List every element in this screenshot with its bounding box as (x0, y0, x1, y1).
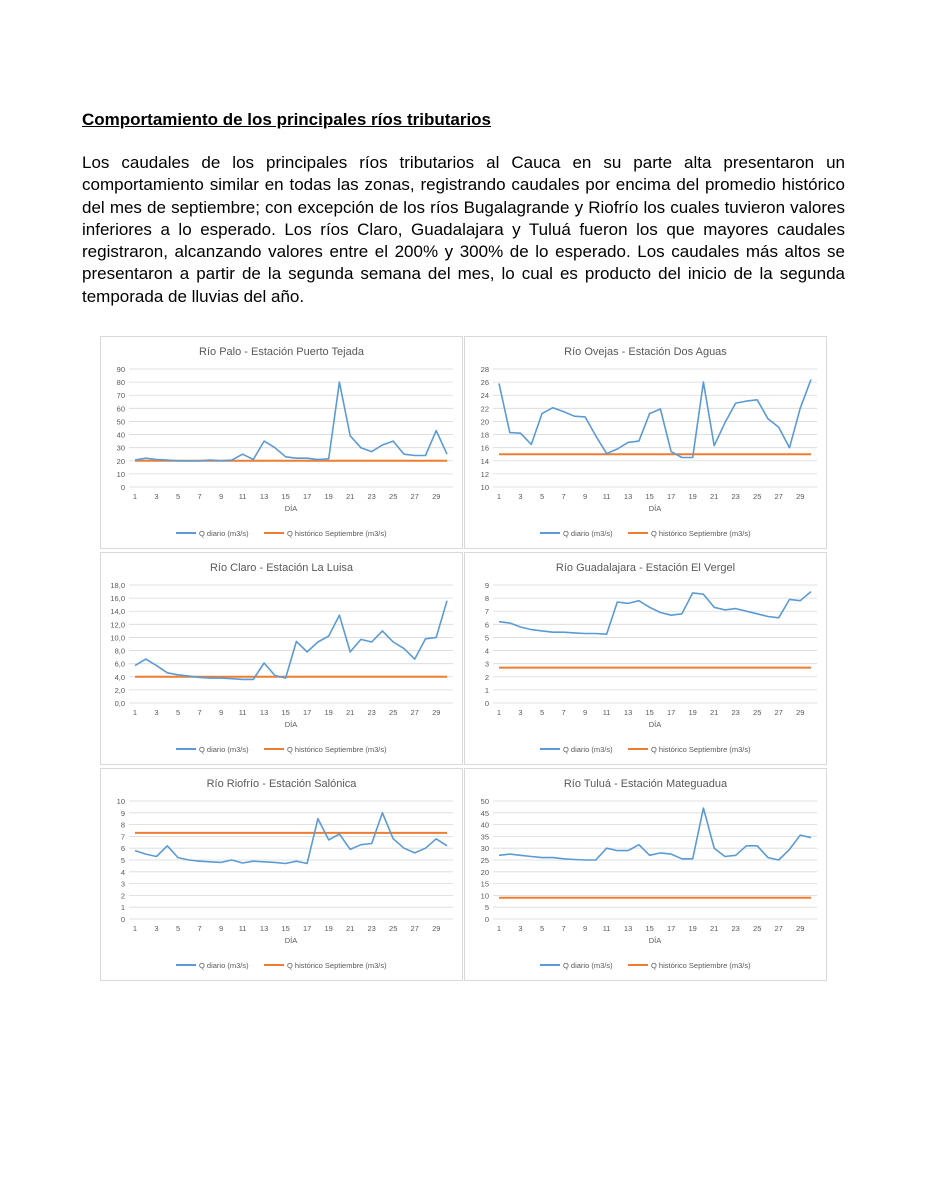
x-axis-label: DÍA (284, 936, 298, 945)
x-tick-label: 19 (324, 492, 333, 501)
y-tick-label: 80 (116, 378, 125, 388)
x-tick-label: 15 (281, 708, 290, 717)
y-tick-label: 0 (120, 483, 125, 492)
legend-label-historic: Q histórico Septiembre (m3/s) (287, 961, 387, 970)
x-tick-label: 23 (367, 924, 376, 933)
x-tick-label: 11 (238, 924, 247, 933)
series-line-daily (499, 380, 811, 458)
x-tick-label: 21 (710, 492, 719, 501)
legend-label-historic: Q histórico Septiembre (m3/s) (651, 745, 751, 754)
x-tick-label: 15 (645, 492, 654, 501)
y-tick-label: 8 (120, 820, 125, 830)
y-tick-label: 5 (484, 633, 489, 643)
x-tick-label: 21 (346, 924, 355, 933)
x-tick-label: 13 (259, 924, 269, 933)
y-tick-label: 25 (480, 856, 489, 865)
x-tick-label: 23 (367, 708, 376, 717)
y-tick-label: 35 (480, 832, 489, 842)
x-tick-label: 27 (410, 708, 419, 717)
x-tick-label: 1 (496, 708, 502, 717)
x-tick-label: 15 (281, 492, 290, 501)
x-tick-label: 13 (259, 708, 269, 717)
y-tick-label: 2,0 (114, 685, 125, 695)
x-tick-label: 19 (324, 924, 333, 933)
x-tick-label: 9 (582, 924, 588, 933)
x-tick-label: 23 (731, 708, 740, 717)
y-tick-label: 12 (480, 469, 489, 479)
y-tick-label: 90 (116, 365, 125, 374)
x-tick-label: 3 (154, 924, 159, 933)
x-tick-label: 9 (218, 924, 224, 933)
y-tick-label: 9 (484, 581, 489, 590)
y-tick-label: 3 (120, 879, 125, 889)
chart-svg (101, 769, 462, 980)
x-tick-label: 3 (154, 708, 159, 717)
x-tick-label: 13 (623, 924, 633, 933)
x-tick-label: 17 (302, 492, 312, 501)
x-tick-label: 9 (218, 708, 224, 717)
y-tick-label: 8,0 (114, 646, 125, 656)
y-tick-label: 40 (480, 820, 489, 830)
chart-rio-claro (100, 552, 463, 765)
x-tick-label: 11 (602, 708, 611, 717)
legend-label-daily: Q diario (m3/s) (199, 961, 249, 970)
x-tick-label: 19 (688, 492, 697, 501)
section-heading: Comportamiento de los principales ríos tributarios (82, 110, 492, 129)
x-tick-label: 21 (346, 492, 355, 501)
x-tick-label: 11 (238, 492, 247, 501)
x-tick-label: 27 (410, 924, 419, 933)
y-tick-label: 10 (480, 891, 489, 901)
y-tick-label: 2 (484, 672, 489, 682)
x-axis-label: DÍA (284, 504, 298, 513)
y-tick-label: 2 (120, 891, 125, 901)
x-tick-label: 3 (154, 492, 159, 501)
x-tick-label: 17 (666, 708, 676, 717)
y-tick-label: 16,0 (110, 594, 125, 604)
y-tick-label: 10 (116, 469, 125, 479)
x-tick-label: 29 (796, 708, 805, 717)
body-paragraph: Los caudales de los principales ríos tributarios al Cauca en su parte alta presentaron un comportamiento similar en todas las zonas, registrando caudales por encima del promedio histórico del mes de septiembre; con excepción de los ríos Bugalagrande y Riofrío los cuales tuvieron valores inferiores a lo esperado. Los ríos Claro, Guadalajara y Tuluá fueron los que mayores caudales registraron, alcanzando valores entre el 200% y 300% de lo esperado. Los caudales más altos se presentaron a partir de la segunda semana del mes, lo cual es producto del inicio de la segunda temporada de lluvias del año. (82, 153, 845, 306)
y-tick-label: 0 (484, 915, 489, 924)
y-tick-label: 6 (484, 620, 489, 630)
y-tick-label: 14,0 (110, 607, 125, 617)
x-tick-label: 25 (389, 924, 398, 933)
x-tick-label: 1 (496, 924, 502, 933)
x-tick-label: 25 (753, 924, 762, 933)
y-tick-label: 22 (480, 404, 489, 414)
x-tick-label: 11 (602, 492, 611, 501)
y-tick-label: 15 (480, 879, 489, 889)
chart-title: Río Claro - Estación La Luisa (209, 562, 354, 574)
y-tick-label: 14 (480, 456, 489, 466)
legend-label-daily: Q diario (m3/s) (563, 961, 613, 970)
chart-rio-ovejas (464, 336, 827, 549)
y-tick-label: 4 (120, 867, 125, 877)
y-tick-label: 4 (484, 646, 489, 656)
x-tick-label: 17 (302, 924, 312, 933)
x-tick-label: 19 (688, 708, 697, 717)
x-tick-label: 11 (238, 708, 247, 717)
chart-svg (465, 769, 826, 980)
x-tick-label: 9 (582, 492, 588, 501)
chart-rio-riofrio (100, 768, 463, 981)
y-tick-label: 0 (120, 915, 125, 924)
x-tick-label: 19 (688, 924, 697, 933)
x-tick-label: 5 (175, 924, 181, 933)
x-tick-label: 25 (389, 492, 398, 501)
x-tick-label: 17 (666, 924, 676, 933)
y-tick-label: 12,0 (110, 620, 125, 630)
y-tick-label: 24 (480, 391, 489, 401)
x-tick-label: 13 (623, 708, 633, 717)
x-tick-label: 3 (518, 492, 523, 501)
x-tick-label: 13 (259, 492, 269, 501)
y-tick-label: 6 (120, 844, 125, 854)
x-tick-label: 17 (666, 492, 676, 501)
chart-title: Río Riofrío - Estación Salónica (206, 778, 357, 790)
series-line-daily (135, 813, 447, 864)
y-tick-label: 10,0 (110, 633, 125, 643)
x-tick-label: 25 (753, 708, 762, 717)
x-tick-label: 29 (796, 924, 805, 933)
y-tick-label: 6,0 (114, 659, 125, 669)
chart-title: Río Palo - Estación Puerto Tejada (199, 346, 364, 358)
chart-rio-guadalajara (464, 552, 827, 765)
x-tick-label: 27 (774, 708, 783, 717)
legend-label-historic: Q histórico Septiembre (m3/s) (651, 529, 751, 538)
x-tick-label: 7 (197, 492, 202, 501)
legend-label-historic: Q histórico Septiembre (m3/s) (287, 745, 387, 754)
x-tick-label: 21 (710, 924, 719, 933)
y-tick-label: 18 (480, 430, 489, 440)
x-tick-label: 17 (302, 708, 312, 717)
x-tick-label: 23 (731, 924, 740, 933)
chart-rio-tulua (464, 768, 827, 981)
x-tick-label: 3 (518, 924, 523, 933)
series-line-daily (499, 808, 811, 860)
x-tick-label: 1 (132, 492, 138, 501)
x-tick-label: 25 (753, 492, 762, 501)
x-tick-label: 25 (389, 708, 398, 717)
x-tick-label: 29 (432, 708, 441, 717)
chart-svg (465, 337, 826, 548)
x-tick-label: 1 (132, 924, 138, 933)
y-tick-label: 30 (116, 443, 125, 453)
series-line-daily (135, 601, 447, 680)
x-axis-label: DÍA (284, 720, 298, 729)
x-axis-label: DÍA (648, 720, 662, 729)
x-tick-label: 7 (197, 708, 202, 717)
x-tick-label: 29 (796, 492, 805, 501)
x-tick-label: 13 (623, 492, 633, 501)
x-tick-label: 5 (539, 708, 545, 717)
y-tick-label: 60 (116, 404, 125, 414)
y-tick-label: 20 (480, 417, 489, 427)
chart-title: Río Ovejas - Estación Dos Aguas (564, 346, 727, 358)
x-tick-label: 11 (602, 924, 611, 933)
chart-title: Río Guadalajara - Estación El Vergel (555, 562, 736, 574)
y-tick-label: 20 (480, 867, 489, 877)
x-tick-label: 21 (346, 708, 355, 717)
chart-rio-palo (100, 336, 463, 549)
x-tick-label: 5 (539, 492, 545, 501)
x-tick-label: 23 (367, 492, 376, 501)
x-tick-label: 7 (197, 924, 202, 933)
x-tick-label: 29 (432, 492, 441, 501)
legend-label-daily: Q diario (m3/s) (563, 529, 613, 538)
x-tick-label: 5 (539, 924, 545, 933)
legend-label-historic: Q histórico Septiembre (m3/s) (651, 961, 751, 970)
x-tick-label: 15 (281, 924, 290, 933)
y-tick-label: 50 (116, 417, 125, 427)
chart-svg (101, 337, 462, 548)
x-tick-label: 27 (410, 492, 419, 501)
x-tick-label: 7 (561, 492, 566, 501)
y-tick-label: 26 (480, 378, 489, 388)
y-tick-label: 5 (120, 856, 125, 865)
chart-svg (101, 553, 462, 764)
y-tick-label: 1 (484, 685, 489, 695)
legend-label-daily: Q diario (m3/s) (199, 745, 249, 754)
y-tick-label: 10 (480, 483, 489, 492)
x-tick-label: 9 (218, 492, 224, 501)
y-tick-label: 3 (484, 659, 489, 669)
y-tick-label: 40 (116, 430, 125, 440)
legend-label-historic: Q histórico Septiembre (m3/s) (287, 529, 387, 538)
y-tick-label: 8 (484, 594, 489, 604)
y-tick-label: 16 (480, 443, 489, 453)
x-tick-label: 9 (582, 708, 588, 717)
x-tick-label: 3 (518, 708, 523, 717)
x-tick-label: 7 (561, 924, 566, 933)
y-tick-label: 4,0 (114, 672, 125, 682)
y-tick-label: 1 (120, 903, 125, 913)
y-tick-label: 30 (480, 844, 489, 854)
x-axis-label: DÍA (648, 504, 662, 513)
x-tick-label: 5 (175, 708, 181, 717)
x-tick-label: 5 (175, 492, 181, 501)
y-tick-label: 20 (116, 456, 125, 466)
chart-svg (465, 553, 826, 764)
x-tick-label: 23 (731, 492, 740, 501)
chart-title: Río Tuluá - Estación Mateguadua (563, 778, 728, 790)
x-tick-label: 27 (774, 492, 783, 501)
y-tick-label: 7 (120, 832, 125, 842)
legend-label-daily: Q diario (m3/s) (563, 745, 613, 754)
y-tick-label: 7 (484, 607, 489, 617)
y-tick-label: 45 (480, 808, 489, 818)
x-tick-label: 21 (710, 708, 719, 717)
y-tick-label: 10 (116, 797, 125, 806)
x-tick-label: 1 (496, 492, 502, 501)
y-tick-label: 5 (484, 903, 489, 913)
x-tick-label: 1 (132, 708, 138, 717)
y-tick-label: 0 (484, 699, 489, 708)
x-tick-label: 19 (324, 708, 333, 717)
legend-label-daily: Q diario (m3/s) (199, 529, 249, 538)
x-tick-label: 15 (645, 708, 654, 717)
y-tick-label: 9 (120, 808, 125, 818)
x-axis-label: DÍA (648, 936, 662, 945)
y-tick-label: 28 (480, 365, 489, 374)
x-tick-label: 7 (561, 708, 566, 717)
y-tick-label: 0,0 (114, 699, 125, 708)
x-tick-label: 27 (774, 924, 783, 933)
x-tick-label: 15 (645, 924, 654, 933)
y-tick-label: 70 (116, 391, 125, 401)
y-tick-label: 50 (480, 797, 489, 806)
x-tick-label: 29 (432, 924, 441, 933)
y-tick-label: 18,0 (110, 581, 125, 590)
